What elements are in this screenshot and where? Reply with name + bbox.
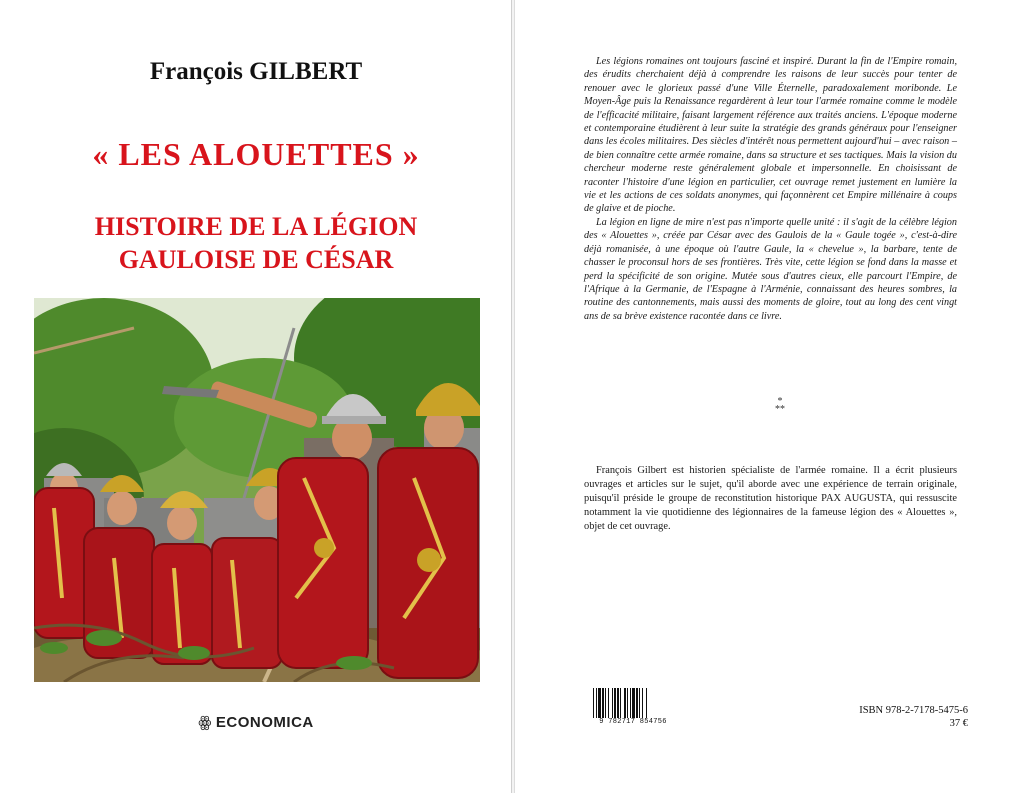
subtitle-line-1: HISTOIRE DE LA LÉGION bbox=[94, 212, 418, 241]
publisher-logo-icon: ꙮ bbox=[198, 714, 212, 731]
separator-star-bottom: ** bbox=[775, 404, 785, 415]
author-name: François GILBERT bbox=[149, 58, 363, 85]
publisher-name: ECONOMICA bbox=[215, 714, 314, 731]
subtitle-line-2: GAULOISE DE CÉSAR bbox=[118, 245, 394, 274]
cover-photo-legionaries bbox=[34, 298, 480, 682]
front-cover bbox=[0, 0, 512, 793]
barcode-digits: 9 782717 854756 bbox=[599, 718, 667, 726]
isbn-block bbox=[780, 704, 968, 730]
back-cover-blurb bbox=[584, 55, 957, 323]
price: 37 € bbox=[949, 718, 968, 729]
section-separator bbox=[760, 398, 800, 414]
separator-star-top: * bbox=[777, 396, 783, 407]
blurb-paragraph-1: Les légions romaines ont toujours fasciné et inspiré. Durant la fin de l'Empire romain, des érudits cherchaient déjà à comprendre les raisons de leur succès pour tenter de renouer avec le glorieux passé d'une Ville Éternelle, paradoxalement moribonde. Le Moyen-Âge puis la Renaissance regardèrent à leur tour l'armée romaine comme le modèle de l'efficacité militaire, faisant largement référence aux traités anciens. L'époque moderne et contemporaine étudièrent à leur suite la stratégie des grands généraux pour l'enseigner dans les écoles militaires. Des siècles d'intérêt nous permettent aujourd'hui – avec raison – de bien connaître cette armée romaine, dans sa structure et ses tactiques. Mais la vision du chercheur moderne reste généralement globale et impersonnelle. En choisissant de raconter l'histoire d'une légion en particulier, cet ouvrage remet justement en lumière la vie et les actions de ces soldats anonymes, qui façonnèrent cet Empire millénaire à coups de glaive et de pioche. bbox=[584, 56, 957, 215]
author-bio: François Gilbert est historien spécialiste de l'armée romaine. Il a écrit plusieurs ouvrages et articles sur le sujet, qu'il aborde avec une expérience de terrain originale, puisqu'il préside le groupe de reconstitution historique PAX AUGUSTA, qui ressuscite notamment la vie quotidienne des légionnaires de la fameuse légion des « Alouettes », objet de cet ouvrage. bbox=[584, 465, 957, 532]
publisher-mark bbox=[0, 713, 512, 731]
isbn-number: ISBN 978-2-7178-5475-6 bbox=[859, 705, 968, 716]
book-title: « LES ALOUETTES » bbox=[92, 136, 420, 172]
blurb-paragraph-2: La légion en ligne de mire n'est pas n'importe quelle unité : il s'agit de la célèbre légion des « Alouettes », créée par César avec des Gaulois de la « Gaule togée », c'est-à-dire déjà romanisée, à une époque où l'autre Gaule, la « chevelue », la barbare, tente de chasser le proconsul hors de ses frontières. Très vite, cette légion se fond dans la masse et perd la spécificité de son origine. Mutée sous d'autres cieux, elle parcourt l'Empire, de l'Afrique à la Germanie, de l'Espagne à l'Arménie, connaissant des heures sombres, la routine des cantonnements, mais aussi des moments de gloire, tout au long des cent vingt ans de sa brève existence racontée dans ce livre. bbox=[584, 216, 957, 322]
book-subtitle bbox=[0, 210, 512, 276]
barcode bbox=[592, 688, 674, 728]
barcode-bars-icon bbox=[592, 688, 674, 718]
